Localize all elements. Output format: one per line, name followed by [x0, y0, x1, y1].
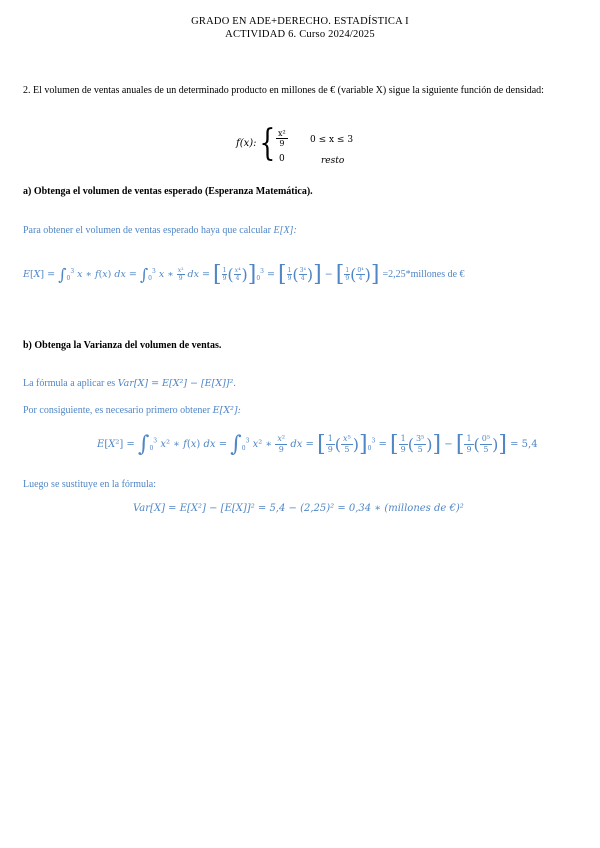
variance-formula-end: .: [233, 378, 236, 389]
substitute-text: Luego se sustituye en la fórmula:: [23, 479, 157, 490]
density-condition1: 0 ≤ x ≤ 3: [310, 135, 354, 145]
second-moment-derivation: $E[X^2] = \int_0^3$ x² ∗ f(x) dx = $\int_0^3$ x² ∗ $\frac{\text{x²}}{9}$ dx = [ $\frac{1}{9}$ ( $\frac{\text{x⁵}}{5}$ )]$_0^3$ = [ $\frac{1}{9}$ ( $\frac{\text{3⁵}}{5}$ )] − [ $\frac{1}{9}$ ( $\frac{\text{0⁵}}{5}$ )] = 5,4: [97, 432, 538, 457]
part-a-intro: [23, 225, 297, 236]
part-a-intro-math: E[X]:: [273, 225, 297, 236]
density-condition2: resto: [321, 156, 345, 166]
consequent-math: E[X²]:: [212, 405, 241, 416]
piece1-denominator: 9: [279, 139, 285, 148]
second-moment-result: = 5,4: [510, 439, 538, 450]
part-a-intro-text: Para obtener el volumen de ventas esperado haya que calcular: [23, 225, 271, 236]
document-header: [0, 15, 600, 41]
variance-formula-intro: La fórmula a aplicar es: [23, 378, 116, 389]
variance-formula-math: Var[X] = E[X²] − [E[X]]²: [117, 378, 234, 389]
density-piece2: 0: [279, 154, 285, 164]
header-subtitle: ACTIVIDAD 6. Curso 2024/2025: [225, 29, 375, 40]
variance-formula-line: [23, 378, 236, 389]
header-title: GRADO EN ADE+DERECHO. ESTADÍSTICA I: [191, 16, 409, 27]
question-text: 2. El volumen de ventas anuales de un determinado producto en millones de € (variable X) sigue la siguiente función de densidad:: [23, 85, 544, 96]
consequent-text: Por consiguiente, es necesario primero obtener: [23, 405, 211, 416]
density-piece1: [276, 129, 288, 148]
variance-result: Var[X] = E[X²] − [E[X]]² = 5,4 − (2,25)² = 0,34 ∗ (millones de €)²: [133, 503, 464, 514]
consequent-line: [23, 405, 241, 416]
density-lhs: f(x):: [236, 138, 257, 149]
expectation-derivation: $E[X] = \int_0^3$ x ∗ f(x) dx = $\int_0^3$ x ∗ $\frac{\text{x²}}{9}$ dx = [ $\frac{1}{9}$ ( $\frac{\text{x⁴}}{4}$ )]$_0^3$ = [ $\frac{1}{9}$ ( $\frac{\text{3⁴}}{4}$ )] − [ $\frac{1}{9}$ ( $\frac{\text{0⁴}}{4}$ )] =2,25*millones de €: [23, 262, 465, 287]
density-function: [236, 124, 386, 174]
part-b-title: b) Obtenga la Varianza del volumen de ventas.: [23, 340, 222, 351]
brace-symbol: {: [259, 123, 276, 164]
piece1-numerator: x²: [278, 129, 286, 138]
part-a-title: a) Obtenga el volumen de ventas esperado (Esperanza Matemática).: [23, 186, 313, 197]
expectation-result: =2,25*millones de €: [382, 269, 465, 280]
